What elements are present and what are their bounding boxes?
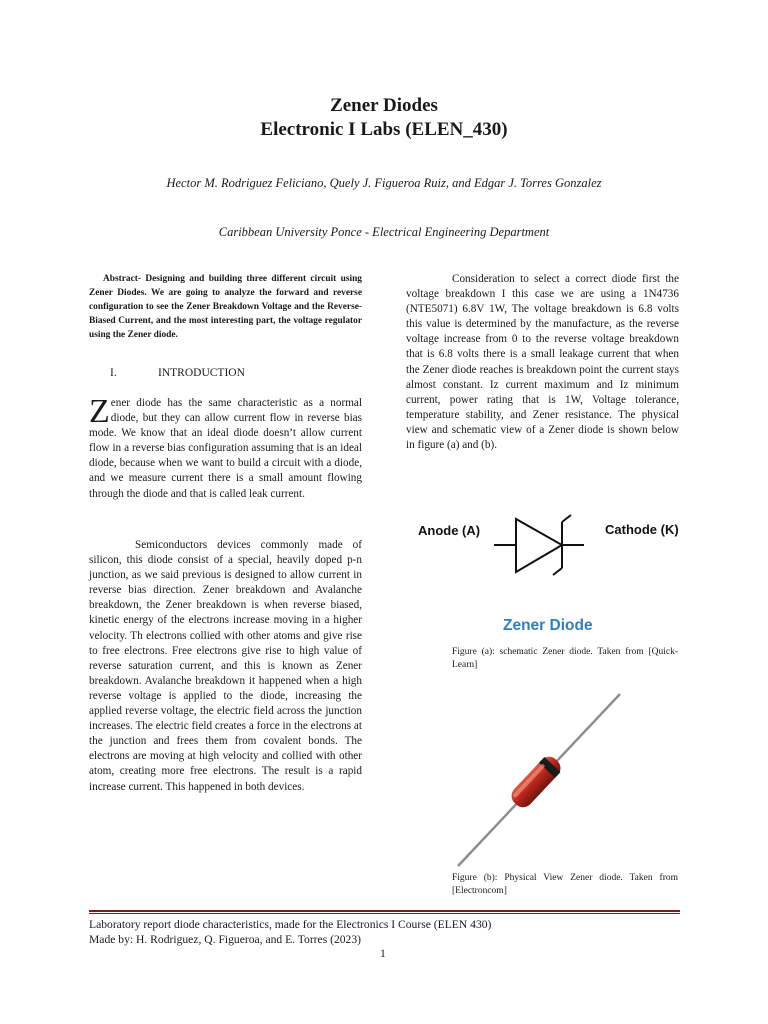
zener-diode-photo	[456, 692, 622, 868]
figure-a-caption: Figure (a): schematic Zener diode. Taken from [Quick-Learn]	[452, 647, 678, 670]
footer	[89, 917, 491, 947]
anode-label: Anode (A)	[418, 523, 481, 538]
authors: Hector M. Rodriguez Feliciano, Quely J. Figueroa Ruiz, and Edgar J. Torres Gonzalez	[166, 176, 602, 190]
footer-rule-bottom	[89, 913, 680, 914]
paper-title-line2: Electronic I Labs (ELEN_430)	[260, 119, 508, 140]
figure-b-caption: Figure (b): Physical View Zener diode. Taken from [Electroncom]	[452, 873, 678, 896]
section-number: I.	[110, 367, 117, 379]
drop-cap: Z	[89, 393, 110, 430]
cathode-label: Cathode (K)	[605, 522, 679, 537]
section-title: INTRODUCTION	[158, 367, 245, 379]
zener-schematic-figure	[416, 508, 688, 636]
diode-glass-body	[507, 753, 564, 812]
zener-diode-symbol-icon	[494, 515, 584, 575]
intro-paragraph-2: Semiconductors devices commonly made of silicon, this diode consist of a special, heavily doped p-n junction, as we said previous is designed to allow current in reverse bias direction. Zener breakdown and Avalanche breakdown, the Zener breakdown is when reverse biased, kinetic energy of the electrons increase moving in a higher velocity. Th electrons collied with other atoms and give rise to free electrons. Free electrons give rise to high value of reverse saturation current, and this is known as Zener breakdown. Avalanche breakdown it happened when a high reverse voltage is applied to the diode, increasing the applied reverse voltage, the electric field across the junction increases. The electric field creates a force in the electrons at the junction and frees them from covalent bonds. The electrons are moving at high velocity and collied with other atom, creating more free electrons. The result is a rapid increase current. This happened in both devices.	[89, 539, 362, 793]
intro-paragraph-1	[89, 393, 362, 502]
intro-paragraph-1-text: ener diode has the same characteristic as a normal diode, but they can allow current flow in reverse bias mode. We know that an ideal diode doesn’t allow current flow in a reverse bias configuration assuming that is an ideal diode, because when we want to build a circuit with a diode, and we measure current there is a small amount flowing through the diode and that is called leak current.	[89, 397, 362, 500]
zener-diode-symbol-title: Zener Diode	[503, 617, 593, 634]
footer-rule-top	[89, 910, 680, 912]
footer-line-1: Laboratory report diode characteristics, made for the Electronics I Course (ELEN 430)	[89, 918, 492, 931]
paper-title-line1: Zener Diodes	[330, 95, 438, 116]
abstract: Abstract- Designing and building three different circuit using Zener Diodes. We are going to analyze the forward and reverse configuration to see the Zener Breakdown Voltage and the Reverse-Biased Current, and the most interesting part, the voltage regulator using the Zener diode.	[89, 274, 362, 340]
affiliation: Caribbean University Ponce - Electrical Engineering Department	[218, 225, 550, 239]
footer-line-2: Made by: H. Rodriguez, Q. Figueroa, and E. Torres (2023)	[89, 933, 362, 946]
page-number: 1	[380, 947, 386, 960]
right-paragraph-1: Consideration to select a correct diode first the voltage breakdown I this case we are using a 1N4736 (NTE5071) 6.8V 1W, The voltage breakdown is 6.8 volts this value is determined by the manufacture, as the reverse voltage increase from 0 to the reverse voltage breakdown that is 6.8 volts there is a small leakage current that when the Zener diode reaches is breakdown point the current stays almost constant. Iz current maximum and Iz minimum current, power rating that is 1W, Voltage tolerance, temperature stability, and Zener resistance. The physical view and schematic view of a Zener diode is shown below in figure (a) and (b).	[406, 273, 679, 452]
section-heading-introduction	[110, 367, 245, 379]
